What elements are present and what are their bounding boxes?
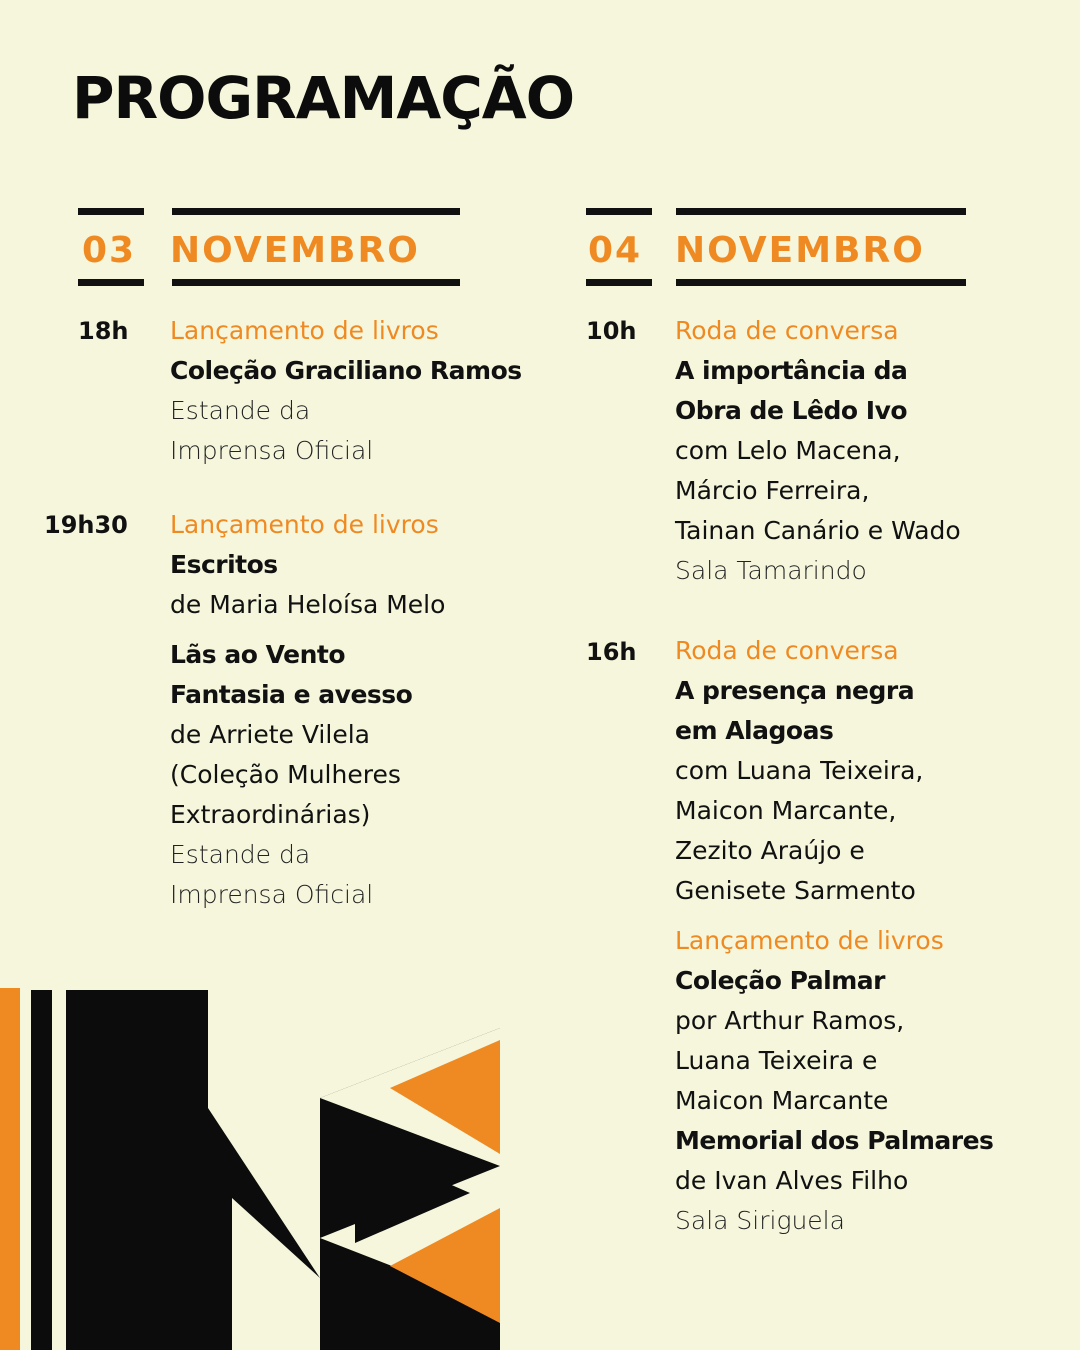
event-collection: Extraordinárias) <box>170 800 371 829</box>
rule-top-month <box>676 208 966 215</box>
event-author: por Arthur Ramos, <box>675 1006 905 1035</box>
event-category: Lançamento de livros <box>170 316 439 345</box>
event-time: 19h30 <box>44 511 128 539</box>
event-title: Coleção Graciliano Ramos <box>170 356 522 385</box>
rule-top-month <box>172 208 460 215</box>
event-title: A importância da <box>675 356 908 385</box>
festival-logo-graphic <box>0 988 510 1350</box>
event-title: A presença negra <box>675 676 915 705</box>
event-title: em Alagoas <box>675 716 834 745</box>
event-speakers: com Luana Teixeira, <box>675 756 924 785</box>
day-number: 04 <box>588 230 643 271</box>
event-category: Lançamento de livros <box>170 510 439 539</box>
logo-black-bar <box>31 990 52 1350</box>
event-author: de Maria Heloísa Melo <box>170 590 446 619</box>
event-author: Maicon Marcante <box>675 1086 889 1115</box>
event-location: Sala Siriguela <box>675 1206 845 1235</box>
event-location: Sala Tamarindo <box>675 556 867 585</box>
event-speakers: Zezito Araújo e <box>675 836 865 865</box>
rule-bottom-num <box>78 279 144 286</box>
event-category: Roda de conversa <box>675 636 899 665</box>
event-speakers: Tainan Canário e Wado <box>675 516 961 545</box>
page-title: PROGRAMAÇÃO <box>72 64 574 132</box>
event-title: Fantasia e avesso <box>170 680 413 709</box>
event-location: Imprensa Oficial <box>170 436 374 465</box>
event-location: Estande da <box>170 396 311 425</box>
rule-bottom-month <box>676 279 966 286</box>
event-author: Luana Teixeira e <box>675 1046 878 1075</box>
logo-orange-bar <box>0 988 20 1350</box>
event-title: Memorial dos Palmares <box>675 1126 994 1155</box>
event-location: Estande da <box>170 840 311 869</box>
event-speakers: Genisete Sarmento <box>675 876 916 905</box>
day-number: 03 <box>82 230 137 271</box>
event-speakers: Maicon Marcante, <box>675 796 897 825</box>
rule-bottom-num <box>586 279 652 286</box>
event-time: 10h <box>586 317 637 345</box>
rule-top-num <box>78 208 144 215</box>
rule-bottom-month <box>172 279 460 286</box>
day-month: NOVEMBRO <box>170 230 420 271</box>
event-time: 16h <box>586 638 637 666</box>
event-title: Lãs ao Vento <box>170 640 345 669</box>
event-speakers: com Lelo Macena, <box>675 436 901 465</box>
event-title: Escritos <box>170 550 278 579</box>
event-time: 18h <box>78 317 129 345</box>
day-month: NOVEMBRO <box>675 230 925 271</box>
event-title: Coleção Palmar <box>675 966 885 995</box>
event-category: Lançamento de livros <box>675 926 944 955</box>
event-author: de Ivan Alves Filho <box>675 1166 909 1195</box>
event-location: Imprensa Oficial <box>170 880 374 909</box>
event-title: Obra de Lêdo Ivo <box>675 396 908 425</box>
event-collection: (Coleção Mulheres <box>170 760 401 789</box>
event-category: Roda de conversa <box>675 316 899 345</box>
event-author: de Arriete Vilela <box>170 720 370 749</box>
rule-top-num <box>586 208 652 215</box>
event-speakers: Márcio Ferreira, <box>675 476 870 505</box>
